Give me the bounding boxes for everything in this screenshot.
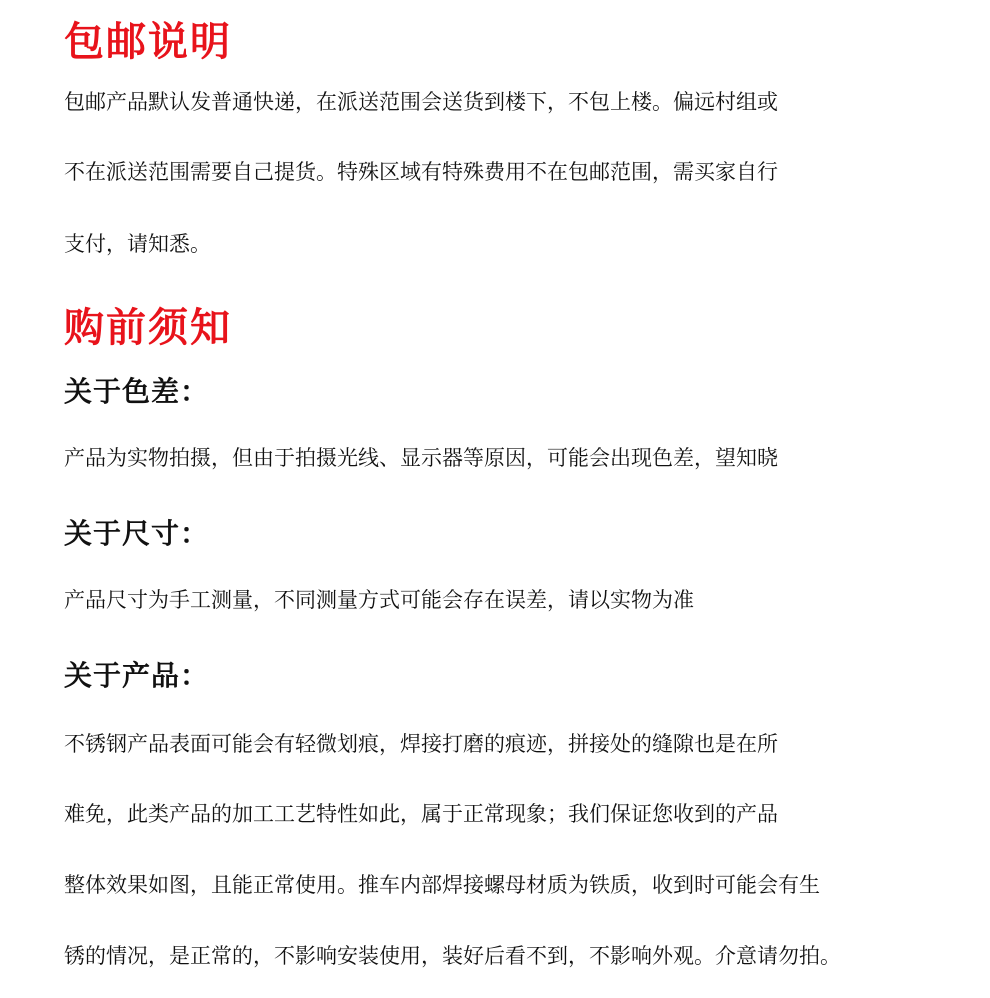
shipping-title: 包邮说明 (64, 19, 232, 65)
shipping-line-3: 支付，请知悉。 (64, 232, 211, 256)
shipping-line-2: 不在派送范围需要自己提货。特殊区域有特殊费用不在包邮范围，需买家自行 (64, 160, 778, 184)
product-heading: 关于产品： (64, 659, 210, 692)
size-line-1: 产品尺寸为手工测量，不同测量方式可能会存在误差，请以实物为准 (64, 588, 694, 612)
notice-title: 购前须知 (64, 305, 232, 351)
color-diff-heading: 关于色差： (64, 375, 210, 408)
product-line-3: 整体效果如图，且能正常使用。推车内部焊接螺母材质为铁质，收到时可能会有生 (64, 873, 820, 897)
shipping-line-1: 包邮产品默认发普通快递，在派送范围会送货到楼下，不包上楼。偏远村组或 (64, 90, 778, 114)
product-line-2: 难免，此类产品的加工工艺特性如此，属于正常现象；我们保证您收到的产品 (64, 802, 778, 826)
product-line-1: 不锈钢产品表面可能会有轻微划痕，焊接打磨的痕迹，拼接处的缝隙也是在所 (64, 732, 778, 756)
size-heading: 关于尺寸： (64, 517, 210, 550)
product-line-4: 锈的情况，是正常的，不影响安装使用，装好后看不到，不影响外观。介意请勿拍。 (64, 944, 841, 968)
color-diff-line-1: 产品为实物拍摄，但由于拍摄光线、显示器等原因，可能会出现色差，望知晓 (64, 446, 778, 470)
